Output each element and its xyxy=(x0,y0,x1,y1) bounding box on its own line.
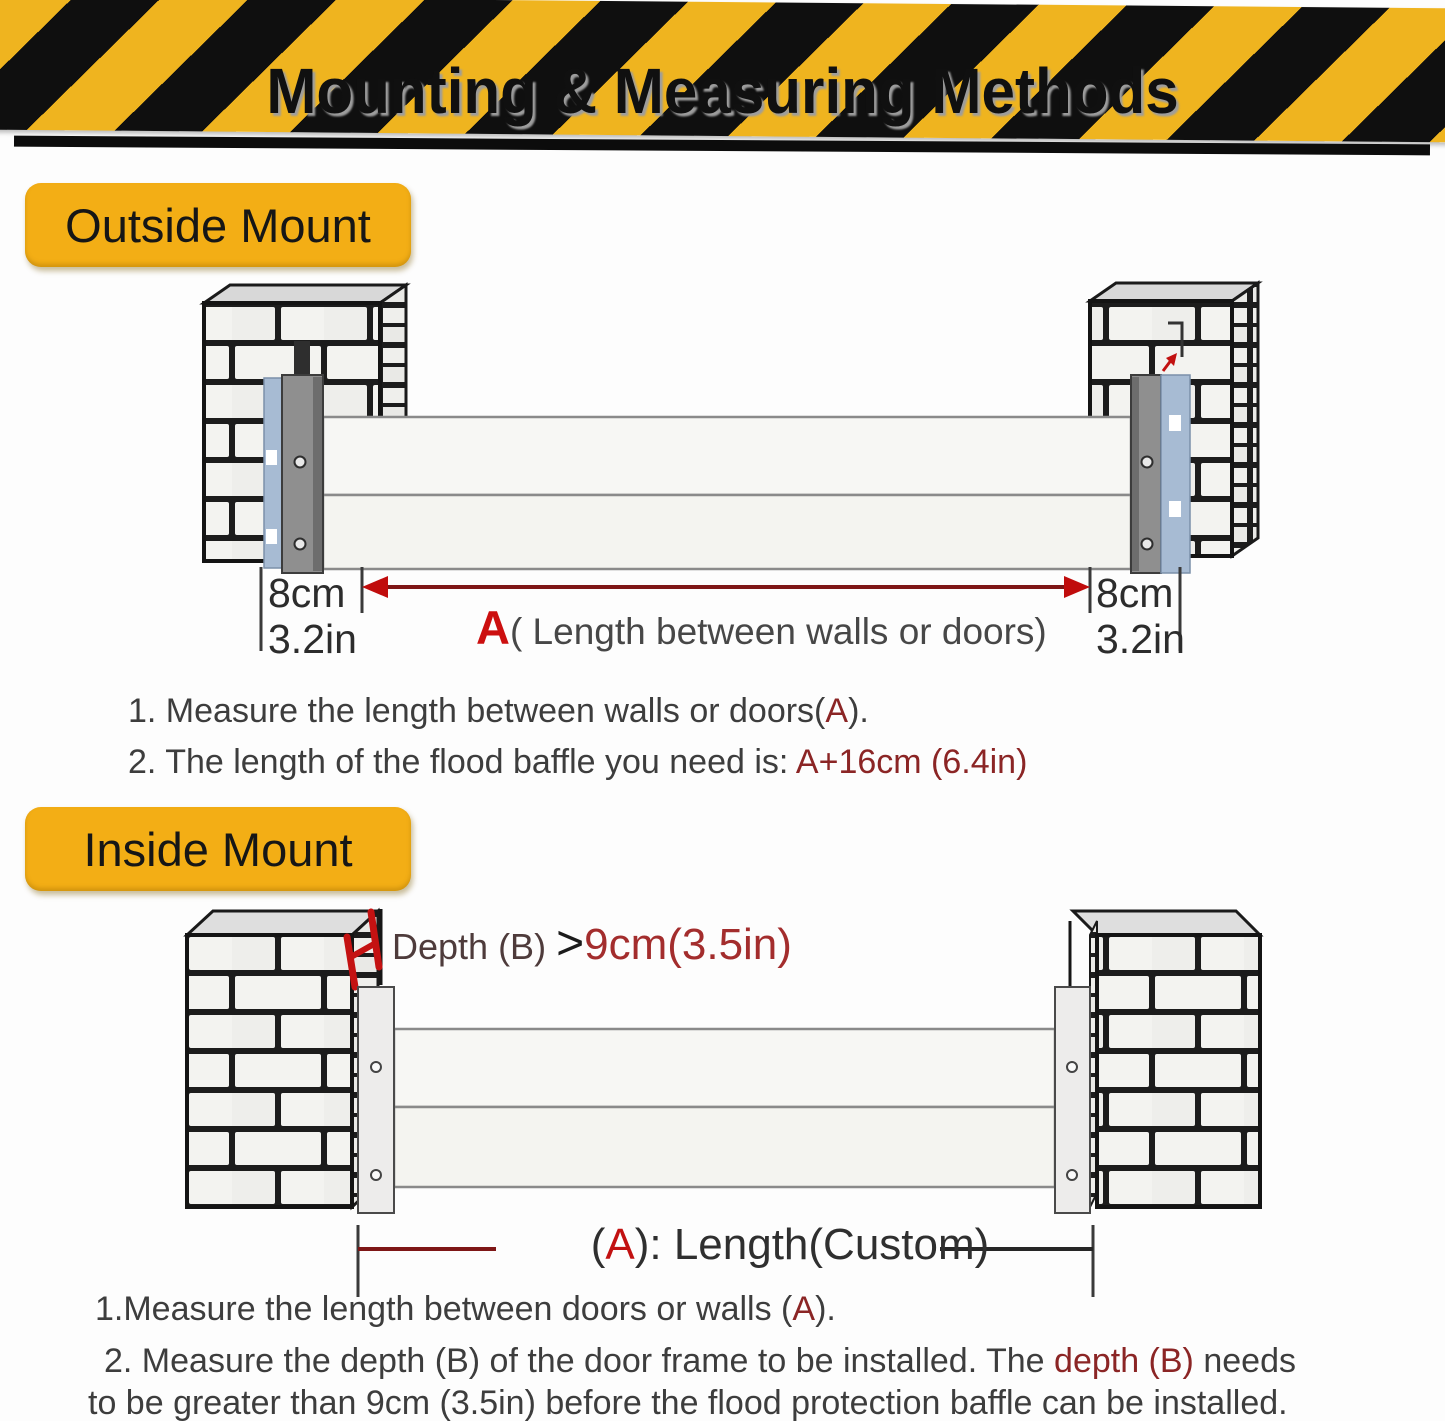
seal-strip xyxy=(1161,375,1190,573)
barrier-panel-bottom xyxy=(323,495,1131,569)
screw-hole xyxy=(371,1170,381,1180)
outside-step-2: 2. The length of the flood baffle you need is: A+16cm (6.4in) xyxy=(128,743,1028,781)
screw-hole xyxy=(1142,457,1153,468)
screw-hole xyxy=(1142,539,1153,550)
seal-highlight xyxy=(266,450,277,465)
outside-step-1: 1. Measure the length between walls or doors(A). xyxy=(128,692,869,730)
dimension-left-cm: 8cm xyxy=(268,570,346,616)
page-title: Mounting & Measuring Methods xyxy=(266,55,1179,127)
pillar-top-face xyxy=(187,911,378,935)
screw-hole xyxy=(295,539,306,550)
screw-hole xyxy=(371,1062,381,1072)
arrowhead-left xyxy=(362,576,388,598)
length-between-walls-label: A( Length between walls or doors) xyxy=(476,601,1047,654)
flood-barrier-panels xyxy=(323,417,1131,569)
right-mounting-plate xyxy=(1055,987,1090,1213)
inside-step-2-line-1: 2. Measure the depth (B) of the door frame to be installed. The depth (B) needs xyxy=(104,1342,1296,1380)
seal-highlight xyxy=(1169,501,1181,517)
dimension-left-in: 3.2in xyxy=(268,616,357,662)
pillar-side-face xyxy=(1232,283,1258,556)
dimension-right-cm: 8cm xyxy=(1096,570,1174,616)
inside-step-2-line-2: to be greater than 9cm (3.5in) before the flood protection baffle can be installed. xyxy=(88,1384,1288,1421)
depth-b-label: Depth (B) >9cm(3.5in) xyxy=(392,917,792,970)
pillar-top-face xyxy=(1090,283,1258,301)
right-mounting-bracket xyxy=(1131,375,1190,573)
seal-highlight xyxy=(266,529,277,544)
seal-highlight xyxy=(1169,415,1181,431)
pillar-front-face xyxy=(1097,935,1260,1207)
screw-hole xyxy=(1067,1170,1077,1180)
arrowhead-right xyxy=(1064,576,1090,598)
dimension-left xyxy=(268,570,357,662)
barrier-panel-top xyxy=(394,1029,1055,1107)
screw-hole xyxy=(1067,1062,1077,1072)
bracket-edge xyxy=(313,377,322,571)
anchor-slot xyxy=(294,341,310,377)
inside-right-pillar xyxy=(1073,911,1260,1207)
pillar-front-face xyxy=(187,935,352,1207)
left-mounting-plate xyxy=(358,987,394,1213)
length-custom-label: (A): Length(Custom) xyxy=(590,1220,990,1269)
pillar-top-face xyxy=(1073,911,1260,935)
dimension-right-in: 3.2in xyxy=(1096,616,1185,662)
bracket-edge xyxy=(1132,377,1139,571)
inside-mount-badge: Inside Mount xyxy=(25,807,411,891)
left-mounting-bracket xyxy=(264,375,323,573)
barrier-panel-top xyxy=(323,417,1131,495)
outside-mount-badge: Outside Mount xyxy=(25,183,411,267)
inside-step-1: 1.Measure the length between doors or walls (A). xyxy=(95,1290,836,1328)
screw-hole xyxy=(295,457,306,468)
dimension-right xyxy=(1096,570,1185,662)
flood-barrier-panels xyxy=(394,1029,1055,1187)
barrier-panel-bottom xyxy=(394,1107,1055,1187)
pillar-top-face xyxy=(204,285,406,303)
